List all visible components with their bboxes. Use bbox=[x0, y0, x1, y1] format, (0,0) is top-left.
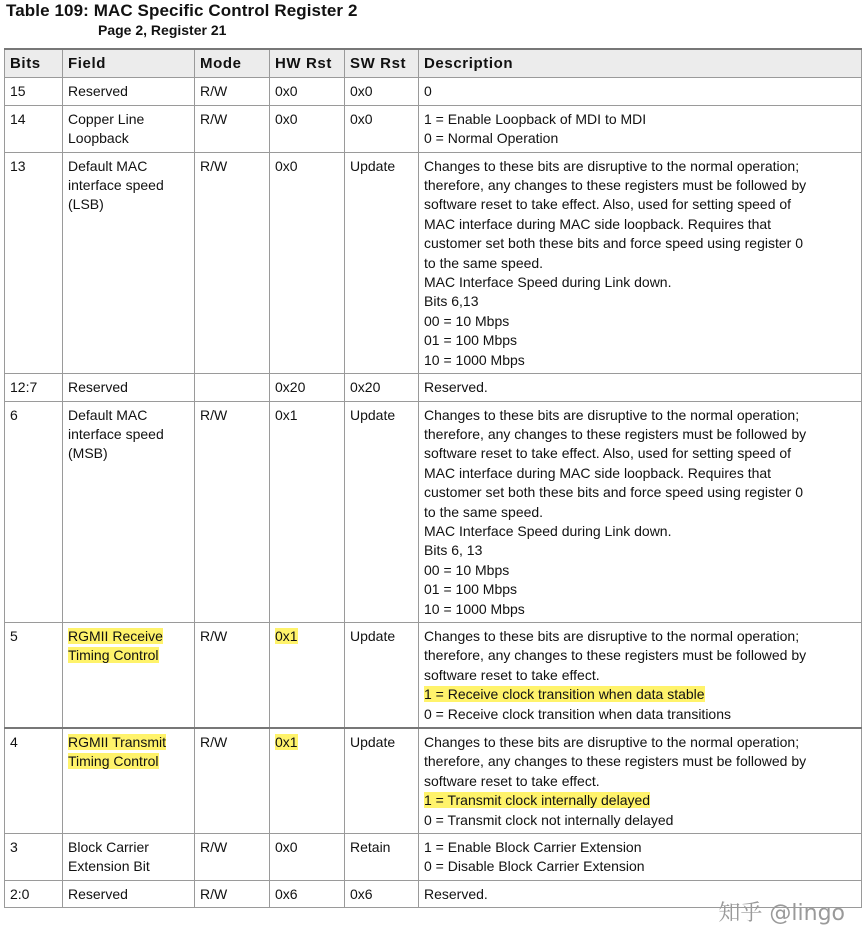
description-line: Reserved. bbox=[424, 379, 488, 396]
description-line: therefore, any changes to these registers must be followed by bbox=[424, 753, 807, 770]
description-line-highlighted bbox=[424, 685, 857, 704]
description-line: customer set both these bits and force speed using register 0 bbox=[424, 484, 803, 501]
cell-description bbox=[419, 152, 862, 373]
table-row bbox=[5, 374, 862, 401]
cell-sw-rst: 0x0 bbox=[345, 105, 419, 152]
cell-mode: R/W bbox=[195, 105, 270, 152]
cell-hw-rst bbox=[270, 622, 345, 728]
cell-field: Block Carrier Extension Bit bbox=[63, 834, 195, 881]
description-line: Bits 6,13 bbox=[424, 293, 479, 310]
cell-bits: 12:7 bbox=[5, 374, 63, 401]
description-line: to the same speed. bbox=[424, 503, 544, 520]
header-mode: Mode bbox=[195, 49, 270, 78]
cell-hw-rst: 0x6 bbox=[270, 880, 345, 907]
cell-hw-rst: 0x0 bbox=[270, 834, 345, 881]
cell-description bbox=[419, 728, 862, 834]
description-line: software reset to take effect. Also, used for setting speed of bbox=[424, 196, 792, 213]
description-line: therefore, any changes to these registers must be followed by bbox=[424, 177, 807, 194]
table-row bbox=[5, 152, 862, 373]
cell-bits: 4 bbox=[5, 728, 63, 834]
description-line: therefore, any changes to these registers must be followed by bbox=[424, 647, 807, 664]
description-line: 1 = Enable Block Carrier Extension bbox=[424, 839, 642, 856]
description-line: 0 = Disable Block Carrier Extension bbox=[424, 858, 645, 875]
hw-rst-highlight: 0x1 bbox=[275, 627, 298, 644]
cell-field: Reserved bbox=[63, 78, 195, 105]
description-line: software reset to take effect. Also, used for setting speed of bbox=[424, 445, 792, 462]
description-line: 10 = 1000 Mbps bbox=[424, 600, 525, 617]
cell-description bbox=[419, 374, 862, 401]
cell-field: Copper Line Loopback bbox=[63, 105, 195, 152]
header-sw-rst: SW Rst bbox=[345, 49, 419, 78]
header-field: Field bbox=[63, 49, 195, 78]
cell-mode: R/W bbox=[195, 152, 270, 373]
cell-description bbox=[419, 78, 862, 105]
cell-bits: 15 bbox=[5, 78, 63, 105]
table-row bbox=[5, 78, 862, 105]
cell-mode: R/W bbox=[195, 880, 270, 907]
cell-bits: 6 bbox=[5, 401, 63, 622]
description-line: therefore, any changes to these registers must be followed by bbox=[424, 425, 807, 442]
header-bits: Bits bbox=[5, 49, 63, 78]
table-row bbox=[5, 834, 862, 881]
description-line: to the same speed. bbox=[424, 254, 544, 271]
description-line: software reset to take effect. bbox=[424, 772, 600, 789]
description-line: Reserved. bbox=[424, 885, 488, 902]
register-table bbox=[4, 48, 862, 908]
header-hw-rst: HW Rst bbox=[270, 49, 345, 78]
table-row bbox=[5, 728, 862, 834]
description-line: Changes to these bits are disruptive to the normal operation; bbox=[424, 157, 800, 174]
description-line: customer set both these bits and force speed using register 0 bbox=[424, 235, 803, 252]
description-line: 00 = 10 Mbps bbox=[424, 561, 510, 578]
cell-mode bbox=[195, 374, 270, 401]
table-row bbox=[5, 401, 862, 622]
cell-hw-rst bbox=[270, 728, 345, 834]
description-line: Changes to these bits are disruptive to the normal operation; bbox=[424, 627, 800, 644]
header-row bbox=[5, 49, 862, 78]
description-line: 0 = Receive clock transition when data transitions bbox=[424, 705, 731, 722]
cell-mode: R/W bbox=[195, 401, 270, 622]
description-line-highlighted bbox=[424, 791, 857, 810]
table-subtitle: Page 2, Register 21 bbox=[98, 22, 227, 38]
cell-bits: 2:0 bbox=[5, 880, 63, 907]
watermark: 知乎 @lingo bbox=[718, 901, 845, 926]
description-line: 00 = 10 Mbps bbox=[424, 312, 510, 329]
cell-hw-rst: 0x1 bbox=[270, 401, 345, 622]
cell-bits: 13 bbox=[5, 152, 63, 373]
description-line: 01 = 100 Mbps bbox=[424, 581, 518, 598]
description-line: MAC interface during MAC side loopback. Requires that bbox=[424, 215, 772, 232]
cell-field: Default MAC interface speed (LSB) bbox=[63, 152, 195, 373]
cell-bits: 14 bbox=[5, 105, 63, 152]
description-line: software reset to take effect. bbox=[424, 666, 600, 683]
description-line: 01 = 100 Mbps bbox=[424, 332, 518, 349]
cell-sw-rst: Update bbox=[345, 401, 419, 622]
cell-field bbox=[63, 728, 195, 834]
description-line: 0 bbox=[424, 83, 432, 100]
description-line: Changes to these bits are disruptive to the normal operation; bbox=[424, 734, 800, 750]
description-highlight: 1 = Receive clock transition when data stable bbox=[424, 686, 705, 703]
description-line: 1 = Enable Loopback of MDI to MDI bbox=[424, 110, 647, 127]
description-line: Bits 6, 13 bbox=[424, 542, 483, 559]
table-title: Table 109: MAC Specific Control Register 2 bbox=[6, 1, 358, 20]
cell-sw-rst: Retain bbox=[345, 834, 419, 881]
description-line: MAC Interface Speed during Link down. bbox=[424, 522, 672, 539]
cell-description bbox=[419, 834, 862, 881]
cell-bits: 5 bbox=[5, 622, 63, 728]
cell-field: Reserved bbox=[63, 374, 195, 401]
cell-field bbox=[63, 622, 195, 728]
cell-hw-rst: 0x0 bbox=[270, 105, 345, 152]
hw-rst-highlight: 0x1 bbox=[275, 734, 298, 750]
table-row bbox=[5, 105, 862, 152]
header-description: Description bbox=[419, 49, 862, 78]
cell-mode: R/W bbox=[195, 622, 270, 728]
cell-mode: R/W bbox=[195, 78, 270, 105]
cell-description bbox=[419, 401, 862, 622]
cell-field: Default MAC interface speed (MSB) bbox=[63, 401, 195, 622]
cell-hw-rst: 0x0 bbox=[270, 152, 345, 373]
cell-sw-rst: Update bbox=[345, 728, 419, 834]
cell-field: Reserved bbox=[63, 880, 195, 907]
table-row bbox=[5, 622, 862, 728]
cell-sw-rst: 0x0 bbox=[345, 78, 419, 105]
description-line: 10 = 1000 Mbps bbox=[424, 351, 525, 368]
description-highlight: 1 = Transmit clock internally delayed bbox=[424, 792, 651, 809]
description-line: MAC Interface Speed during Link down. bbox=[424, 274, 672, 291]
cell-sw-rst: Update bbox=[345, 622, 419, 728]
cell-sw-rst: 0x6 bbox=[345, 880, 419, 907]
cell-hw-rst: 0x20 bbox=[270, 374, 345, 401]
description-line: 0 = Transmit clock not internally delayed bbox=[424, 811, 674, 828]
cell-description bbox=[419, 105, 862, 152]
description-line: MAC interface during MAC side loopback. Requires that bbox=[424, 464, 772, 481]
cell-bits: 3 bbox=[5, 834, 63, 881]
cell-sw-rst: 0x20 bbox=[345, 374, 419, 401]
field-highlight: RGMII Receive Timing Control bbox=[68, 627, 163, 664]
cell-mode: R/W bbox=[195, 728, 270, 834]
cell-hw-rst: 0x0 bbox=[270, 78, 345, 105]
field-highlight: RGMII Transmit Timing Control bbox=[68, 734, 167, 770]
cell-description bbox=[419, 622, 862, 728]
description-line: Changes to these bits are disruptive to the normal operation; bbox=[424, 406, 800, 423]
description-line: 0 = Normal Operation bbox=[424, 130, 559, 147]
cell-mode: R/W bbox=[195, 834, 270, 881]
cell-sw-rst: Update bbox=[345, 152, 419, 373]
